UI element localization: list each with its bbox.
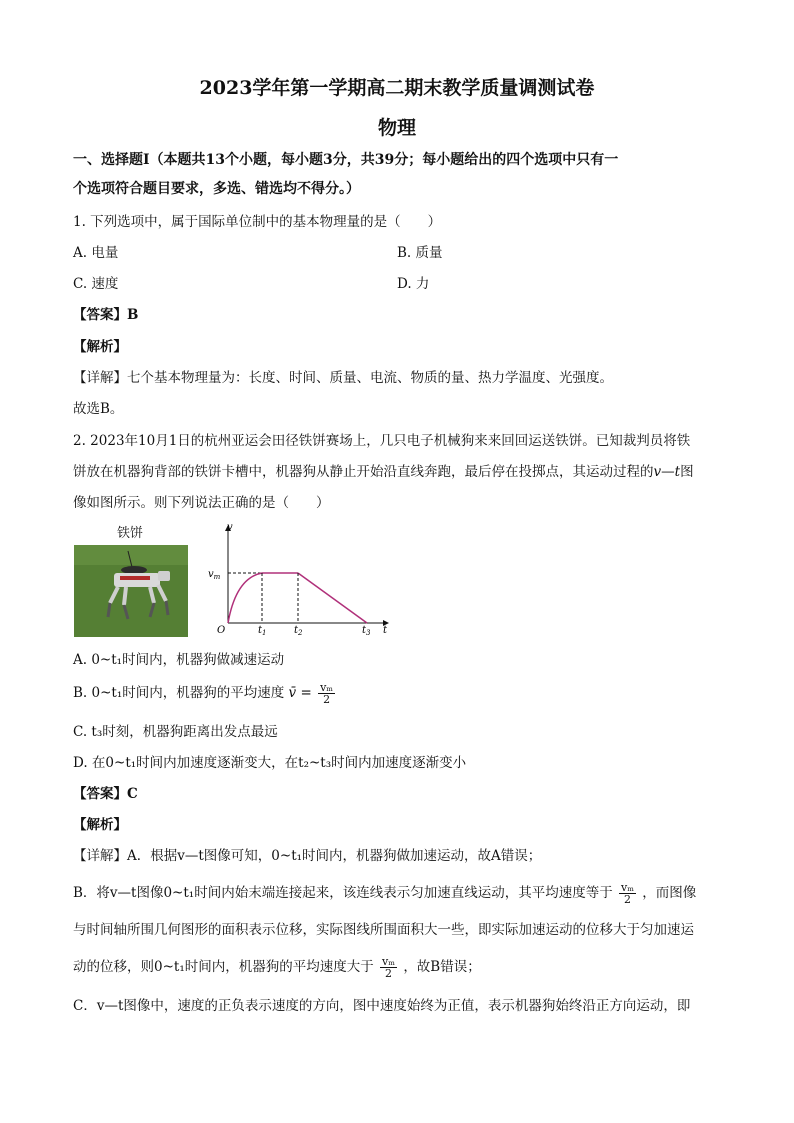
q2-stem-vt: v—t: [653, 464, 681, 480]
robot-dog-illustration: [74, 545, 188, 637]
q1-option-b: B. 质量: [397, 245, 443, 261]
q2-stem-line2-end: 图: [680, 464, 694, 480]
q1-stem: 1. 下列选项中，属于国际单位制中的基本物理量的是（ ）: [73, 214, 442, 230]
vm-main: v: [208, 569, 214, 580]
frac-num: vₘ: [621, 881, 634, 894]
t1-label: [258, 625, 267, 637]
q2-detail-b3-fraction: [380, 956, 397, 979]
t2-main: t: [294, 625, 299, 636]
q2-stem-line3: 像如图所示。则下列说法正确的是（ ）: [73, 495, 330, 511]
q2-option-b-vbar: v̄ =: [288, 685, 312, 701]
q2-option-d: D. 在0~t₁时间内加速度逐渐变大，在t₂~t₃时间内加速度逐渐变小: [73, 755, 467, 771]
acceleration-curve: [228, 573, 262, 623]
deceleration-line: [298, 573, 367, 623]
q1-option-c: C. 速度: [73, 276, 119, 292]
t3-sub: 3: [366, 629, 371, 637]
subject-title: 物理: [377, 117, 416, 139]
t2-label: [294, 625, 303, 637]
vt-graph: [200, 520, 400, 640]
frac-den: 2: [624, 893, 631, 906]
q2-detail-b1-end: ，而图像: [642, 885, 697, 901]
origin-label: O: [217, 625, 226, 636]
photo-label: 铁饼: [117, 526, 144, 541]
q2-detail-b1-fraction: [619, 882, 636, 905]
t-axis-label: t: [383, 625, 388, 636]
q2-detail-b1: [73, 882, 696, 905]
q1-detail: 【详解】七个基本物理量为：长度、时间、质量、电流、物质的量、热力学温度、光强度。: [73, 370, 613, 386]
frac-den: 2: [385, 967, 393, 980]
q2-stem-line2: [73, 462, 694, 482]
section-heading: 一、选择题Ⅰ（本题共13个小题，每小题3分，共39分；每小题给出的四个选项中只有一: [73, 152, 619, 168]
q2-detail-b3-end: ，故B错误；: [403, 959, 481, 975]
q2-option-b-fraction: [318, 682, 335, 705]
q2-detail-b1-text: B．将v—t图像0~t₁时间内始末端连接起来，该连线表示匀加速直线运动，其平均速度等于: [73, 885, 613, 901]
q2-detail-c: C．v—t图像中，速度的正负表示速度的方向，图中速度始终为正值，表示机器狗始终沿正方向运动，即: [73, 998, 691, 1014]
q2-detail-b3-text: 动的位移，则0~t₁时间内，机器狗的平均速度大于: [73, 959, 374, 975]
q1-conclusion: 故选B。: [73, 401, 124, 417]
q2-stem-line1: 2. 2023年10月1日的杭州亚运会田径铁饼赛场上，几只电子机械狗来来回回运送铁饼。已知裁判员将铁: [73, 433, 691, 449]
q2-detail-b2: 与时间轴所围几何图形的面积表示位移，实际图线所围面积大一些，即实际加速运动的位移大于匀加速运: [73, 922, 694, 938]
t1-main: t: [258, 625, 263, 636]
q2-detail-a: 【详解】A．根据v—t图像可知，0~t₁时间内，机器狗做加速运动，故A错误；: [73, 848, 542, 864]
t2-sub: 2: [298, 629, 303, 637]
vm-label: [208, 569, 221, 581]
frac-den: 2: [323, 693, 331, 706]
frac-num: vₘ: [382, 955, 396, 968]
v-axis-label: v: [227, 522, 233, 533]
q1-analysis: 【解析】: [73, 339, 127, 355]
q1-answer: 【答案】B: [73, 307, 139, 323]
q2-answer: 【答案】C: [73, 786, 138, 802]
q2-stem-line2-text: 饼放在机器狗背部的铁饼卡槽中，机器狗从静止开始沿直线奔跑，最后停在投掷点，其运动过程的: [73, 464, 654, 480]
q2-option-b-text: B. 0~t₁时间内，机器狗的平均速度: [73, 685, 285, 701]
q2-analysis: 【解析】: [73, 817, 127, 833]
exam-title: 2023学年第一学期高二期末教学质量调测试卷: [199, 77, 595, 99]
section-heading-cont: 个选项符合题目要求，多选、错选均不得分。）: [73, 181, 360, 197]
q2-option-c: C. t₃时刻，机器狗距离出发点最远: [73, 724, 278, 740]
q2-option-b: [73, 682, 337, 705]
q1-option-a: A. 电量: [73, 245, 119, 261]
q1-option-d: D. 力: [397, 276, 430, 292]
q2-detail-b3: [73, 956, 481, 979]
frac-num: vₘ: [320, 681, 334, 694]
vm-sub: m: [213, 573, 221, 581]
t1-sub: 1: [262, 629, 267, 637]
t3-label: [362, 625, 371, 637]
robot-dog-photo: [74, 545, 188, 637]
q2-option-a: A. 0~t₁时间内，机器狗做减速运动: [73, 652, 285, 668]
t3-main: t: [362, 625, 367, 636]
